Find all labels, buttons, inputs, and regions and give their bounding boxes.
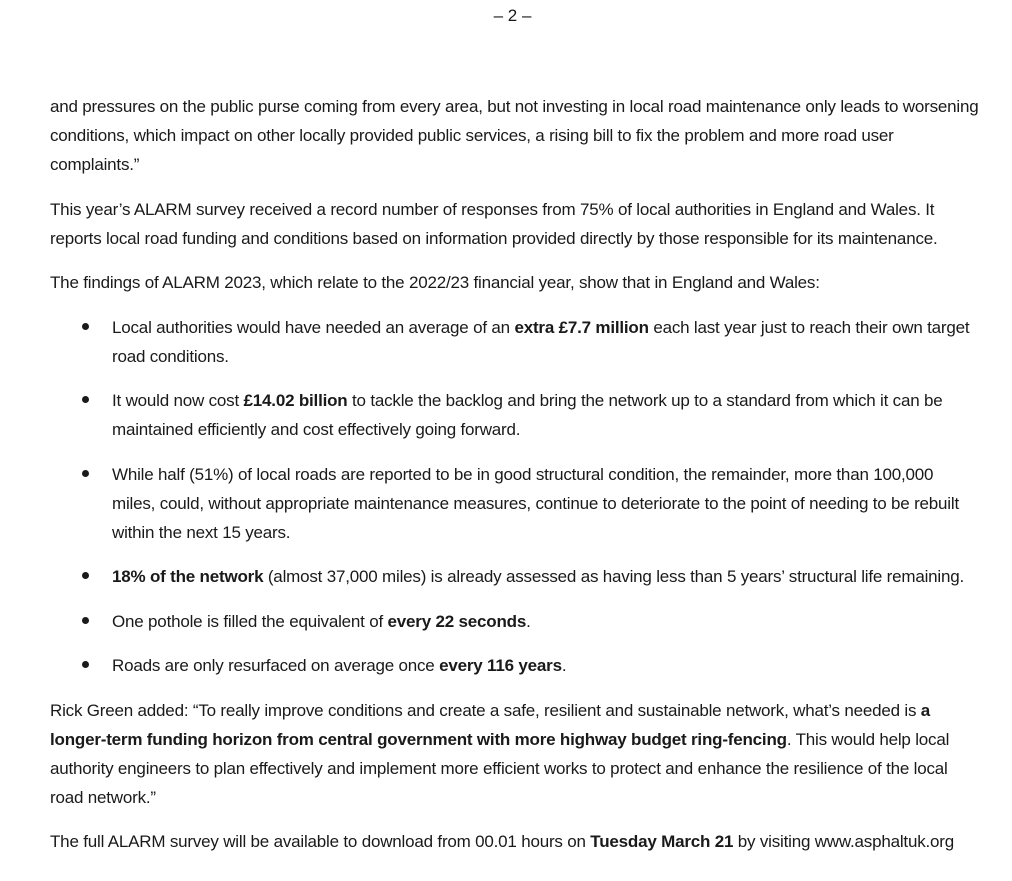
bullet-icon: [82, 460, 90, 489]
bullet-icon: [82, 313, 90, 342]
highlight-funding-gap: extra £7.7 million: [514, 317, 649, 337]
findings-list: [50, 313, 980, 681]
finding-backlog-cost: It would now cost £14.02 billion to tackle the backlog and bring the network up to a standard from which it can be maintained efficiently and cost effectively going forward.: [50, 386, 980, 444]
highlight-resurfacing-rate: every 116 years: [439, 656, 562, 675]
paragraph-survey-intro: This year’s ALARM survey received a record number of responses from 75% of local authorities in England and Wales. It reports local road funding and conditions based on information provided directly by those responsible for its maintenance.: [50, 199, 938, 248]
bullet-icon: [82, 386, 90, 415]
finding-road-condition: While half (51%) of local roads are reported to be in good structural condition, the remainder, more than 100,000 miles, could, without appropriate maintenance measures, continue to deteriorate to the point of needing to be rebuilt within the next 15 years.: [50, 460, 980, 547]
paragraph-quote-continuation: and pressures on the public purse coming from every area, but not investing in local road maintenance only leads to worsening conditions, which impact on other locally provided public services, a rising bill to fix the problem and more road user complaints.”: [50, 97, 979, 174]
bullet-icon: [82, 562, 90, 591]
highlight-network-share: 18% of the network: [112, 567, 264, 586]
paragraph-survey-availability: The full ALARM survey will be available to download from 00.01 hours on Tuesday March 21 by visiting www.asphaltuk.org: [50, 832, 955, 851]
paragraph-findings-intro: The findings of ALARM 2023, which relate to the 2022/23 financial year, show that in England and Wales:: [50, 273, 820, 292]
finding-structural-life: 18% of the network (almost 37,000 miles) is already assessed as having less than 5 years’ structural life remaining.: [50, 562, 980, 591]
highlight-release-date: Tuesday March 21: [590, 832, 734, 851]
finding-funding-gap: Local authorities would have needed an average of an extra £7.7 million each last year just to reach their own target road conditions.: [50, 313, 980, 371]
paragraph-rick-green-quote: Rick Green added: “To really improve conditions and create a safe, resilient and sustainable network, what’s needed is a longer-term funding horizon from central government with more highway budget ring-fencing. This would help local authority engineers to plan effectively and implement more efficient works to protect and enhance the resilience of the local road network.”: [50, 700, 950, 807]
page-number: – 2 –: [493, 6, 532, 25]
finding-resurfacing-rate: Roads are only resurfaced on average once every 116 years.: [50, 651, 980, 680]
bullet-icon: [82, 607, 90, 636]
bullet-icon: [82, 651, 90, 680]
finding-pothole-rate: One pothole is filled the equivalent of every 22 seconds.: [50, 607, 980, 636]
highlight-pothole-rate: every 22 seconds: [387, 611, 527, 631]
document-body: [50, 92, 980, 872]
highlight-funding-horizon: a longer-term funding horizon from central government with more highway budget ring-fencing: [50, 700, 931, 749]
highlight-backlog-cost: £14.02 billion: [243, 391, 348, 410]
